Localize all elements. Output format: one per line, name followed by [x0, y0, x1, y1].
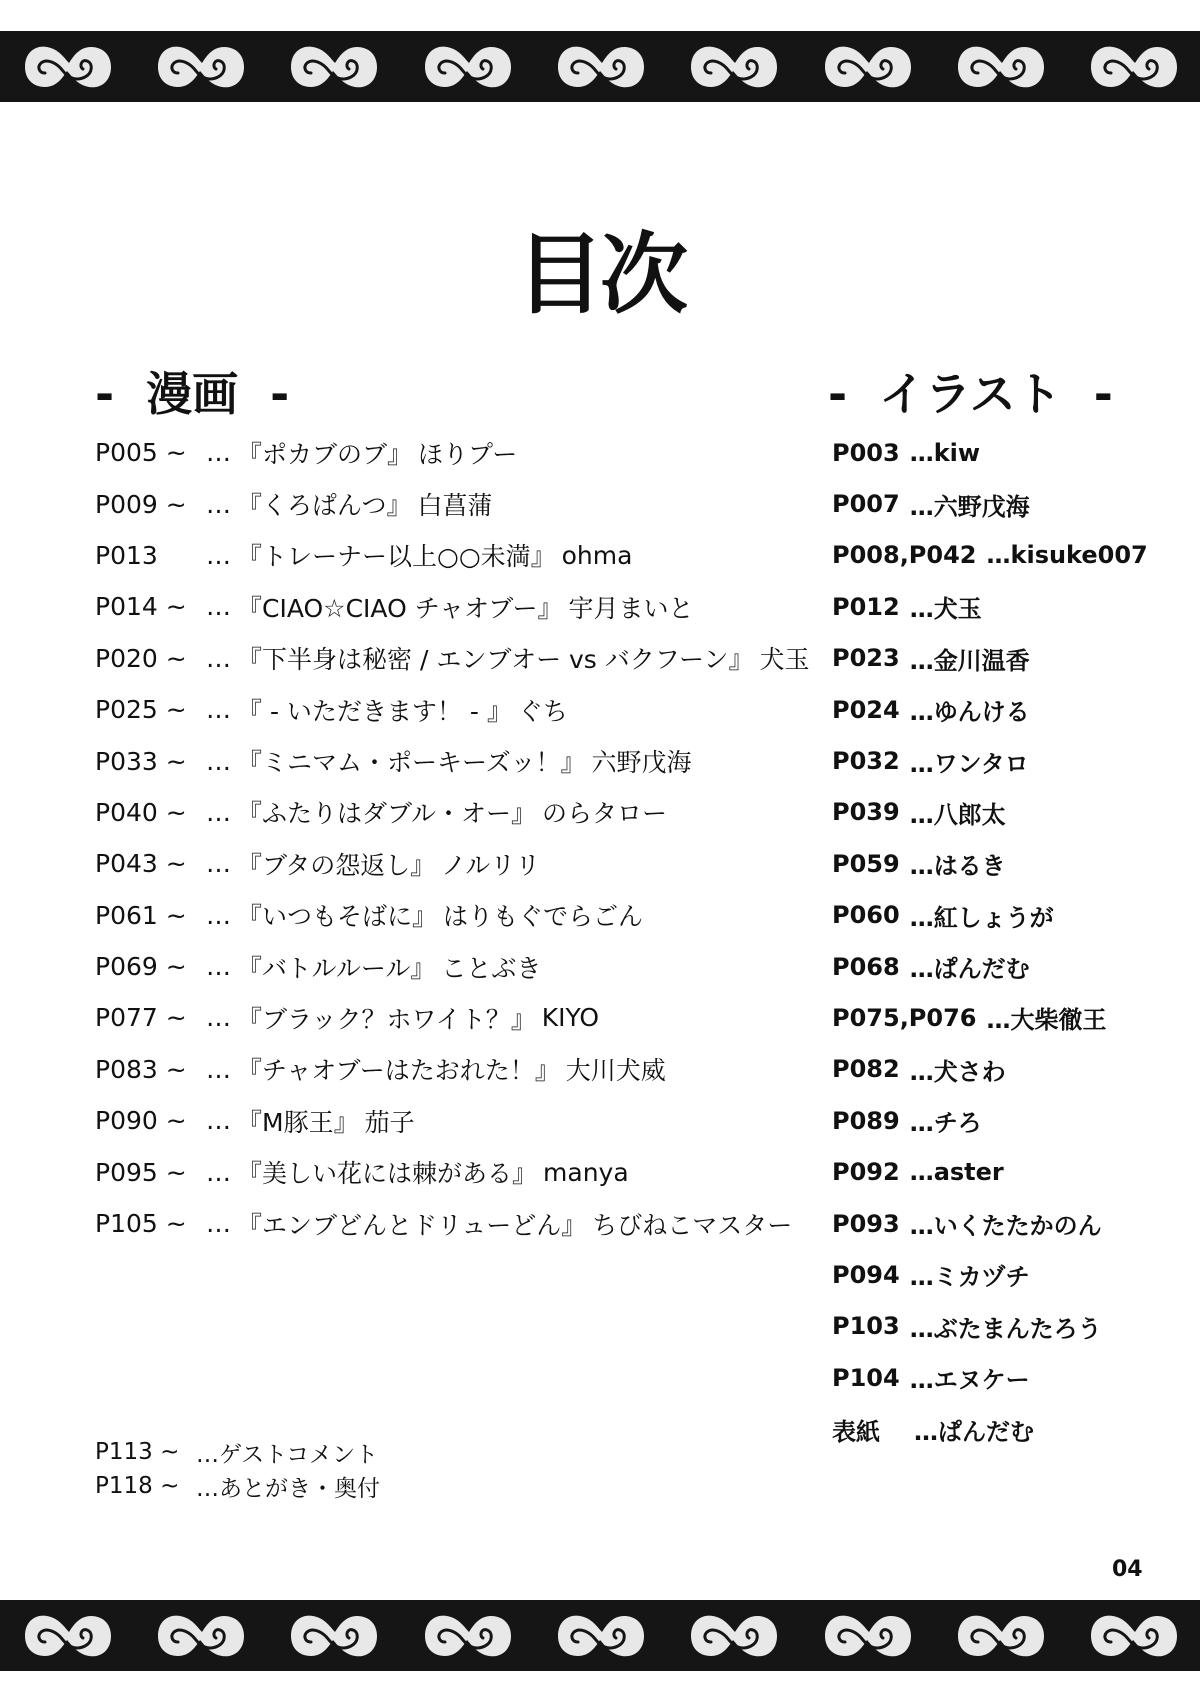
- entry-artist: …ゆんける: [909, 698, 1030, 727]
- swirl-ornament-icon: [554, 1612, 646, 1660]
- illust-entry: [832, 735, 1148, 786]
- entry-author: ほりプー: [418, 439, 518, 469]
- manga-entry: [95, 1044, 810, 1095]
- entry-author: 茄子: [364, 1107, 415, 1137]
- entry-page: 表紙: [832, 1417, 904, 1446]
- entry-page: P009 ~: [95, 489, 187, 519]
- entry-title: 『美しい花には棘がある』: [237, 1159, 538, 1189]
- illust-entry: [832, 581, 1148, 632]
- entry-page: P075,P076: [832, 1003, 977, 1032]
- entry-page: P103: [832, 1312, 900, 1341]
- illust-entry: [832, 941, 1148, 992]
- entry-leader: …: [206, 489, 231, 519]
- page-number: 04: [1112, 1557, 1143, 1582]
- entry-author: のらタロー: [542, 799, 668, 829]
- illust-entry: [832, 1198, 1148, 1249]
- entry-artist: …ぶたまんたろう: [909, 1314, 1102, 1343]
- manga-entry: [95, 838, 810, 889]
- page-title: 目次: [515, 222, 684, 326]
- illust-entry: [832, 1249, 1148, 1300]
- entry-author: ぐち: [517, 696, 568, 726]
- manga-entry: [95, 1095, 810, 1146]
- swirl-ornament-icon: [821, 43, 913, 91]
- swirl-ornament-icon: [954, 1612, 1046, 1660]
- top-ornament-band: [0, 31, 1200, 102]
- entry-page: P040 ~: [95, 797, 187, 827]
- swirl-ornament-icon: [1087, 43, 1179, 91]
- entry-page: P095 ~: [95, 1157, 187, 1187]
- swirl-ornament-icon: [421, 43, 513, 91]
- entry-artist: …いくたたかのん: [909, 1212, 1102, 1241]
- entry-page: P033 ~: [95, 746, 187, 776]
- illust-entry: [832, 787, 1148, 838]
- swirl-ornament-icon: [287, 1612, 379, 1660]
- entry-artist: …ぱんだむ: [914, 1417, 1034, 1446]
- illust-entry: [832, 427, 1148, 478]
- entry-leader: …: [206, 438, 231, 468]
- illust-list: [832, 427, 1148, 1455]
- entry-page: P094: [832, 1260, 900, 1289]
- swirl-ornament-icon: [154, 1612, 246, 1660]
- entry-page: P118 ~: [95, 1473, 180, 1499]
- manga-entry: [95, 992, 810, 1043]
- entry-leader: …: [206, 1054, 231, 1084]
- entry-artist: …大柴徹王: [986, 1006, 1107, 1035]
- entry-artist: …kiw: [909, 438, 981, 467]
- swirl-ornament-icon: [954, 43, 1046, 91]
- entry-page: P043 ~: [95, 849, 187, 879]
- entry-artist: …エヌケー: [909, 1366, 1030, 1395]
- entry-leader: …: [206, 1003, 231, 1033]
- manga-heading: - 漫画 -: [95, 367, 290, 421]
- entry-leader: …: [206, 952, 231, 982]
- swirl-ornament-icon: [421, 1612, 513, 1660]
- entry-artist: …aster: [909, 1158, 1004, 1187]
- entry-author: はりもぐでらごん: [443, 902, 644, 932]
- entry-page: P014 ~: [95, 592, 187, 622]
- entry-page: P059: [832, 849, 900, 878]
- entry-page: P003: [832, 438, 900, 467]
- swirl-ornament-icon: [21, 1612, 113, 1660]
- illust-heading: - イラスト -: [828, 367, 1113, 421]
- entry-title: 『ふたりはダブル・オー』: [237, 799, 537, 829]
- entry-title: 『ブタの怨返し』: [237, 850, 436, 880]
- manga-entry: [95, 941, 810, 992]
- entry-author: ちびねこマスター: [592, 1210, 793, 1240]
- entry-leader: …: [206, 695, 231, 725]
- entry-page: P032: [832, 747, 900, 776]
- entry-page: P090 ~: [95, 1106, 187, 1136]
- manga-entry: [95, 787, 810, 838]
- manga-entry: [95, 1146, 810, 1197]
- entry-page: P077 ~: [95, 1003, 187, 1033]
- entry-leader: …: [206, 900, 231, 930]
- entry-page: P068: [832, 952, 900, 981]
- entry-page: P012: [832, 592, 900, 621]
- entry-artist: …ぱんだむ: [909, 955, 1030, 984]
- illust-entry: [832, 633, 1148, 684]
- entry-author: KIYO: [541, 1003, 600, 1033]
- entry-title: 『M豚王』: [237, 1107, 359, 1137]
- entry-leader: …: [206, 746, 231, 776]
- entry-page: P082: [832, 1055, 900, 1084]
- entry-page: P113 ~: [95, 1439, 180, 1465]
- entry-page: P023: [832, 644, 900, 673]
- entry-title: 『くろぱんつ』: [237, 491, 412, 521]
- illust-entry: [832, 1352, 1148, 1403]
- bottom-ornament-band: [0, 1600, 1200, 1671]
- swirl-ornament-icon: [21, 43, 113, 91]
- illust-entry: [832, 1095, 1148, 1146]
- entry-page: P060: [832, 901, 900, 930]
- entry-artist: …kisuke007: [986, 541, 1148, 570]
- entry-title: 『ブラック？ホワイト？』: [237, 1004, 536, 1034]
- swirl-ornament-icon: [154, 43, 246, 91]
- entry-page: P008,P042: [832, 541, 977, 570]
- manga-entry: [95, 478, 810, 529]
- extra-entry: [95, 1469, 380, 1503]
- swirl-ornament-icon: [687, 1612, 779, 1660]
- entry-page: P039: [832, 798, 900, 827]
- illust-entry: [832, 890, 1148, 941]
- entry-page: P069 ~: [95, 952, 187, 982]
- entry-author: 大川犬威: [565, 1056, 666, 1086]
- entry-leader: …: [206, 849, 231, 879]
- entry-artist: …はるき: [909, 852, 1006, 881]
- entry-page: P105 ~: [95, 1209, 187, 1239]
- illust-entry: [832, 530, 1148, 581]
- entry-author: ことぶき: [441, 953, 542, 983]
- entry-author: 白菖蒲: [417, 491, 493, 521]
- manga-entry: [95, 890, 810, 941]
- entry-title: 『エンブどんとドリューどん』: [237, 1210, 587, 1240]
- manga-entry: [95, 581, 810, 632]
- illust-entry: [832, 1146, 1148, 1197]
- entry-author: ohma: [561, 540, 633, 570]
- entry-author: 六野戊海: [591, 748, 692, 778]
- manga-entry: [95, 427, 810, 478]
- manga-entry: [95, 1198, 810, 1249]
- entry-leader: …: [206, 643, 231, 673]
- entry-title: 『チャオブーはたおれた！』: [237, 1056, 560, 1086]
- entry-page: P061 ~: [95, 900, 187, 930]
- entry-title: 『バトルルール』: [237, 953, 436, 983]
- illust-entry: [832, 478, 1148, 529]
- entry-label: …ゲストコメント: [196, 1441, 379, 1468]
- entry-page: P089: [832, 1106, 900, 1135]
- entry-leader: …: [206, 797, 231, 827]
- entry-title: 『いつもそばに』: [237, 902, 438, 932]
- swirl-ornament-icon: [821, 1612, 913, 1660]
- entry-page: P013: [95, 540, 158, 570]
- swirl-ornament-icon: [1087, 1612, 1179, 1660]
- entry-artist: …チろ: [909, 1109, 982, 1138]
- illust-entry: [832, 684, 1148, 735]
- swirl-ornament-icon: [287, 43, 379, 91]
- entry-page: P083 ~: [95, 1054, 187, 1084]
- manga-entry: [95, 735, 810, 786]
- entry-author: 犬玉: [759, 645, 810, 675]
- extra-entry: [95, 1435, 380, 1469]
- illust-entry: [832, 1044, 1148, 1095]
- entry-leader: …: [206, 1106, 231, 1136]
- manga-entry: [95, 684, 810, 735]
- entry-artist: …紅しょうが: [909, 903, 1054, 932]
- illust-entry: [832, 1403, 1148, 1454]
- entry-leader: …: [206, 592, 231, 622]
- manga-list: [95, 427, 810, 1249]
- extras-list: [95, 1435, 380, 1503]
- entry-artist: …八郎太: [909, 800, 1006, 829]
- entry-artist: …ワンタロ: [909, 749, 1029, 778]
- entry-author: ノルリリ: [441, 850, 541, 880]
- illust-entry: [832, 838, 1148, 889]
- entry-leader: …: [206, 1157, 231, 1187]
- entry-artist: …六野戊海: [909, 492, 1030, 521]
- entry-artist: …犬さわ: [909, 1057, 1006, 1086]
- entry-page: P005 ~: [95, 438, 187, 468]
- entry-title: 『ミニマム・ポーキーズッ！』: [237, 748, 586, 778]
- illust-entry: [832, 1301, 1148, 1352]
- swirl-ornament-icon: [554, 43, 646, 91]
- manga-entry: [95, 530, 810, 581]
- entry-leader: …: [206, 540, 231, 570]
- entry-page: P007: [832, 490, 900, 519]
- entry-title: 『下半身は秘密 / エンブオー vs バクフーン』: [237, 645, 754, 675]
- entry-page: P093: [832, 1209, 900, 1238]
- entry-title: 『 - いただきます！ - 』: [237, 696, 512, 726]
- entry-page: P104: [832, 1363, 900, 1392]
- entry-author: 宇月まいと: [568, 593, 694, 623]
- entry-artist: …金川温香: [909, 646, 1030, 675]
- entry-page: P024: [832, 695, 900, 724]
- manga-entry: [95, 633, 810, 684]
- entry-title: 『CIAO☆CIAO チャオブー』: [237, 593, 563, 623]
- entry-artist: …ミカヅチ: [909, 1263, 1030, 1292]
- swirl-ornament-icon: [687, 43, 779, 91]
- entry-page: P025 ~: [95, 695, 187, 725]
- entry-page: P092: [832, 1158, 900, 1187]
- entry-leader: …: [206, 1209, 231, 1239]
- illust-entry: [832, 992, 1148, 1043]
- entry-author: manya: [543, 1157, 629, 1187]
- entry-title: 『ポカブのブ』: [237, 439, 413, 469]
- entry-title: 『トレーナー以上○○未満』: [237, 542, 556, 572]
- entry-page: P020 ~: [95, 643, 187, 673]
- entry-label: …あとがき・奥付: [196, 1475, 380, 1502]
- entry-artist: …犬玉: [909, 595, 982, 624]
